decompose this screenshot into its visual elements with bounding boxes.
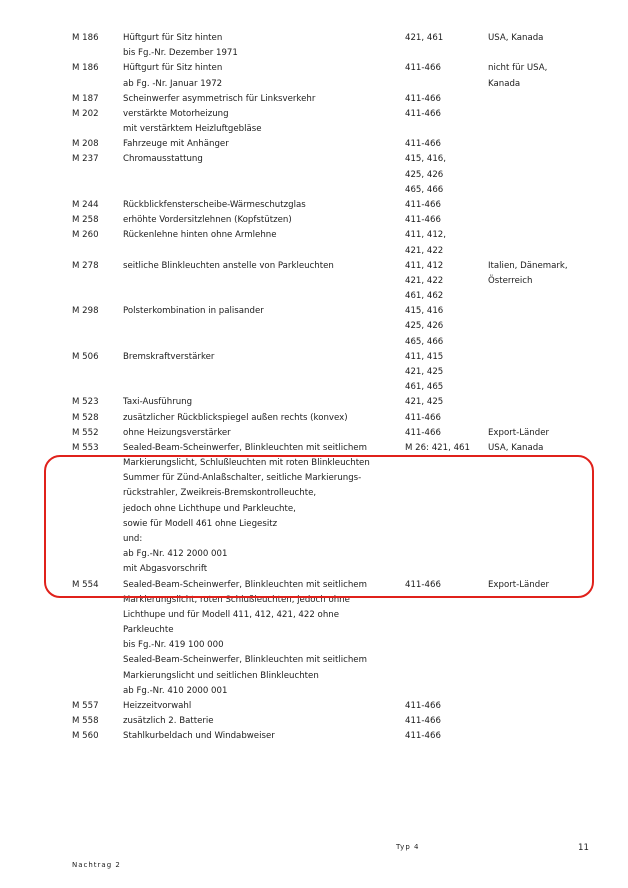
option-code: M 260 [72, 230, 99, 241]
model-range: 411-466 [405, 93, 441, 104]
list-item [0, 365, 628, 380]
option-description: Parkleuchte [123, 625, 174, 635]
option-code: M 558 [72, 716, 99, 727]
list-item [0, 729, 628, 744]
page-number: 11 [578, 843, 589, 853]
model-range: 411-466 [405, 427, 441, 438]
footer-type-label: Typ 4 [396, 843, 420, 851]
list-item [0, 684, 628, 699]
model-range: 421, 422 [405, 275, 444, 286]
option-description: und: [123, 533, 143, 544]
list-item [0, 274, 628, 289]
list-item [0, 638, 628, 653]
option-code: M 186 [72, 63, 99, 74]
list-item [0, 168, 628, 183]
list-item [0, 669, 628, 684]
list-item [0, 426, 628, 441]
option-description: ab Fg. -Nr. Januar 1972 [123, 78, 223, 89]
option-description: Fahrzeuge mit Anhänger [123, 139, 229, 150]
market: USA, Kanada [488, 33, 544, 43]
list-item [0, 61, 628, 76]
option-code: M 506 [72, 351, 99, 362]
list-item [0, 107, 628, 122]
option-description: verstärkte Motorheizung [123, 108, 229, 119]
list-item [0, 46, 628, 61]
market: nicht für USA, [488, 63, 548, 74]
option-code: M 186 [72, 33, 99, 43]
model-range: 425, 426 [405, 321, 444, 332]
option-description: Lichthupe und für Modell 411, 412, 421, 422 ohne [123, 609, 339, 620]
option-description: Chromausstattung [123, 154, 203, 165]
list-item [0, 259, 628, 274]
list-item [0, 183, 628, 198]
option-description: mit Abgasvorschrift [123, 564, 208, 575]
market: Österreich [488, 275, 533, 286]
list-item [0, 213, 628, 228]
list-item [0, 92, 628, 107]
list-item [0, 335, 628, 350]
model-range: 421, 425 [405, 397, 444, 408]
model-range: 465, 466 [405, 184, 444, 195]
list-item [0, 77, 628, 92]
model-range: 411, 412, [405, 230, 447, 241]
list-item [0, 608, 628, 623]
list-item [0, 350, 628, 365]
model-range: 411-466 [405, 700, 441, 711]
list-item [0, 441, 628, 456]
option-code: M 278 [72, 260, 99, 271]
model-range: 411-466 [405, 731, 441, 742]
list-item [0, 623, 628, 638]
model-range: 461, 465 [405, 382, 444, 393]
option-code: M 258 [72, 215, 99, 226]
list-item [0, 122, 628, 137]
option-description: Heizzeitvorwahl [123, 700, 192, 711]
highlight-box [44, 455, 594, 598]
option-code: M 202 [72, 108, 99, 119]
list-item [0, 380, 628, 395]
model-range: 411-466 [405, 139, 441, 150]
list-item [0, 137, 628, 152]
list-item [0, 319, 628, 334]
model-range: 421, 422 [405, 245, 444, 256]
option-description: bis Fg.-Nr. Dezember 1971 [123, 48, 238, 59]
option-code: M 528 [72, 412, 99, 423]
list-item [0, 228, 628, 243]
model-range: 411-466 [405, 579, 441, 590]
list-item [0, 653, 628, 668]
option-description: Markierungslicht, roten Schlußleuchten, jedoch ohne [123, 594, 350, 605]
option-description: ohne Heizungsverstärker [123, 427, 231, 438]
model-range: 415, 416 [405, 306, 444, 317]
option-description: Markierungslicht und seitlichen Blinkleuchten [123, 670, 319, 681]
option-code: M 237 [72, 154, 99, 165]
model-range: 425, 426 [405, 169, 444, 180]
list-item [0, 244, 628, 259]
option-description: Taxi-Ausführung [123, 397, 193, 408]
model-range: 421, 461 [405, 33, 444, 43]
option-description: Sealed-Beam-Scheinwerfer, Blinkleuchten mit seitlichem [123, 442, 367, 453]
list-item [0, 411, 628, 426]
model-range: M 26: 421, 461 [405, 442, 470, 453]
model-range: 411-466 [405, 412, 441, 423]
option-description: seitliche Blinkleuchten anstelle von Parkleuchten [123, 260, 334, 271]
model-range: 411-466 [405, 108, 441, 119]
option-code: M 557 [72, 700, 99, 711]
model-range: 411, 412 [405, 260, 444, 271]
model-range: 415, 416, [405, 154, 447, 165]
list-item [0, 289, 628, 304]
option-description: zusätzlicher Rückblickspiegel außen rechts (konvex) [123, 412, 348, 423]
option-code: M 208 [72, 139, 99, 150]
model-range: 421, 425 [405, 367, 444, 377]
option-description: ab Fg.-Nr. 410 2000 001 [123, 685, 228, 696]
list-item [0, 714, 628, 729]
option-description: Polsterkombination in palisander [123, 306, 264, 317]
option-description: Bremskraftverstärker [123, 351, 215, 362]
option-description: Sealed-Beam-Scheinwerfer, Blinkleuchten mit seitlichem [123, 655, 367, 666]
option-code: M 244 [72, 200, 99, 210]
option-description: Hüftgurt für Sitz hinten [123, 63, 223, 74]
model-range: 411-466 [405, 716, 441, 727]
option-code: M 560 [72, 731, 99, 742]
list-item [0, 31, 628, 46]
option-code: M 187 [72, 93, 99, 104]
option-description: Sealed-Beam-Scheinwerfer, Blinkleuchten mit seitlichem [123, 579, 367, 590]
option-description: ab Fg.-Nr. 412 2000 001 [123, 549, 228, 560]
option-description: Rückblickfensterscheibe-Wärmeschutzglas [123, 200, 306, 210]
option-description: Rückenlehne hinten ohne Armlehne [123, 230, 277, 241]
option-description: Hüftgurt für Sitz hinten [123, 33, 223, 43]
list-item [0, 304, 628, 319]
list-item [0, 699, 628, 714]
option-description: Stahlkurbeldach und Windabweiser [123, 731, 275, 742]
model-range: 461, 462 [405, 291, 444, 302]
list-item [0, 152, 628, 167]
market: Italien, Dänemark, [488, 260, 568, 271]
market: Export-Länder [488, 427, 550, 438]
model-range: 411-466 [405, 63, 441, 74]
option-code: M 523 [72, 397, 99, 408]
list-item [0, 198, 628, 213]
option-description: zusätzlich 2. Batterie [123, 716, 214, 727]
option-code: M 553 [72, 442, 99, 453]
option-description: erhöhte Vordersitzlehnen (Kopfstützen) [123, 215, 292, 226]
option-description: sowie für Modell 461 ohne Liegesitz [123, 518, 278, 529]
model-range: 411, 415 [405, 351, 444, 362]
option-description: mit verstärktem Heizluftgebläse [123, 124, 262, 135]
market: Kanada [488, 78, 521, 89]
option-description: Scheinwerfer asymmetrisch für Linksverkehr [123, 93, 316, 104]
model-range: 465, 466 [405, 336, 444, 347]
list-item [0, 395, 628, 410]
option-description: bis Fg.-Nr. 419 100 000 [123, 640, 224, 651]
option-description: Markierungslicht, Schlußleuchten mit roten Blinkleuchten [123, 458, 370, 468]
option-code: M 552 [72, 427, 99, 438]
option-description: Summer für Zünd-Anlaßschalter, seitliche Markierungs- [123, 473, 362, 484]
market: Export-Länder [488, 579, 550, 590]
option-code: M 554 [72, 579, 99, 590]
model-range: 411-466 [405, 215, 441, 226]
market: USA, Kanada [488, 442, 544, 453]
option-description: jedoch ohne Lichthupe und Parkleuchte, [123, 503, 296, 514]
supplement-label: Nachtrag 2 [72, 861, 121, 869]
model-range: 411-466 [405, 200, 441, 210]
option-code: M 298 [72, 306, 99, 317]
option-description: rückstrahler, Zweikreis-Bremskontrolleuchte, [123, 488, 317, 499]
